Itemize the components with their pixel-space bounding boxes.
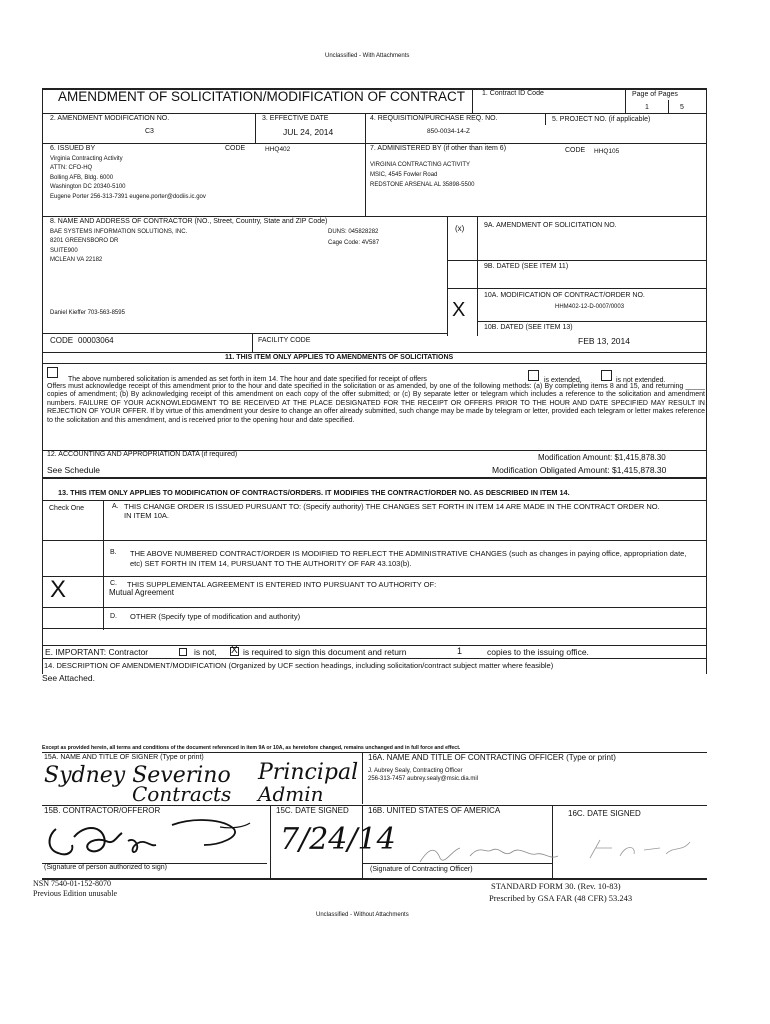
signature-person-label: (Signature of person authorized to sign) [44, 864, 167, 871]
box1-label: 1. Contract ID Code [482, 90, 544, 97]
divider [103, 500, 104, 630]
item-e-required-text: is required to sign this document and return [243, 647, 407, 657]
box10-check-mark: X [452, 299, 466, 321]
box16b-label: 16B. UNITED STATES OF AMERICA [368, 806, 501, 815]
box7-code: HHQ105 [594, 148, 620, 155]
item-e-end-text: copies to the issuing office. [487, 647, 589, 657]
item11-checkbox[interactable] [47, 367, 58, 378]
rule [42, 143, 707, 144]
divider [365, 143, 366, 216]
address-line: Washington DC 20340-5100 [50, 184, 126, 191]
item13-d-text: OTHER (Specify type of modification and authority) [130, 612, 301, 621]
item11-body: Offers must acknowledge receipt of this amendment prior to the hour and date specified in the solicitation or as amended, by one of the following methods: (a) By completing items 8 and 15, and returning _____ copies of amendment; (b) By acknowledging receipt of this amendment on each copy of the offer submitted; or (c) By separate letter or telegram which includes a reference to the solicitation and amendment numbers. FAILURE OF YOUR ACKNOWLEDGMENT TO BE RECEIVED AT THE PLACE DESIGNATED FOR THE RECEIPT OR OFFERS PRIOR TO THE HOUR AND DATE SPECIFIED MAY RESULT IN REJECTION OF YOUR OFFER. If by virtue of this amendment your desire to change an offer already submitted, such change may be made by telegram or letter, provided each telegram or letter makes reference to the solicitation and this amendment, and is received prior to the opening hour and date specified. [47, 383, 705, 424]
box7-address [370, 160, 475, 190]
rule [477, 321, 707, 322]
rule [42, 500, 707, 501]
address-line: Eugene Porter 256-313-7391 eugene.porter@dodiis.ic.gov [50, 193, 206, 200]
box7-code-label: CODE [565, 147, 586, 154]
divider [362, 752, 363, 804]
box2-value: C3 [145, 128, 154, 135]
form-title: AMENDMENT OF SOLICITATION/MODIFICATION OF CONTRACT [58, 89, 465, 104]
previous-edition: Previous Edition unusable [33, 889, 117, 898]
bottom-banner: Unclassified - Without Attachments [316, 912, 409, 918]
item13-d-letter: D. [110, 613, 117, 620]
address-line: Virginia Contracting Activity [50, 156, 123, 162]
x-column-label: (x) [455, 224, 465, 233]
item11-line1: The above numbered solicitation is amended as set forth in item 14. The hour and date specified for receipt of offers [68, 376, 427, 383]
box15c-label: 15C. DATE SIGNED [276, 806, 349, 815]
contractor-contact: Daniel Kieffer 703-563-8595 [50, 310, 125, 316]
signer-title-handwritten: Principal [258, 760, 359, 785]
nsn-number: NSN 7540-01-152-8070 [33, 879, 111, 888]
see-schedule: See Schedule [47, 465, 100, 475]
date-signed-handwritten: 7/24/14 [280, 822, 396, 857]
box10b-value: FEB 13, 2014 [578, 336, 630, 346]
address-line: MSIC, 4545 Fowler Road [370, 172, 438, 178]
check-one-label: Check One [49, 505, 85, 512]
box10b-label: 10B. DATED (SEE ITEM 13) [484, 324, 573, 331]
signature-line [362, 863, 552, 864]
rule [42, 540, 707, 541]
item13-title: 13. THIS ITEM ONLY APPLIES TO MODIFICATION OF CONTRACTS/ORDERS. IT MODIFIES THE CONTRACT/ORDER NO. AS DESCRIBED IN ITEM 14. [58, 488, 570, 497]
box15b-label: 15B. CONTRACTOR/OFFEROR [44, 806, 161, 815]
contractor-not-required-checkbox[interactable] [179, 648, 187, 656]
officer-line: 256-313-7457 aubrey.sealy@msic.dia.mil [368, 776, 479, 782]
rule [42, 607, 707, 608]
item-e-is-not: is not, [194, 647, 217, 657]
box6-label: 6. ISSUED BY [50, 145, 96, 152]
item13-a-text: THIS CHANGE ORDER IS ISSUED PURSUANT TO: (Specify authority) THE CHANGES SET FORTH IN ITEM 14 ARE MADE IN THE CONTRACT ORDER NO. IN ITEM 10A. [124, 502, 660, 520]
rule [42, 628, 707, 629]
item13-c-value: Mutual Agreement [109, 588, 174, 597]
rule [42, 333, 447, 334]
item13-c-check-mark: X [50, 576, 67, 603]
box3-value: JUL 24, 2014 [283, 127, 334, 137]
address-line: MCLEAN VA 22182 [50, 257, 103, 264]
rule [447, 260, 707, 261]
divider [255, 113, 256, 143]
see-attached: See Attached. [42, 673, 95, 683]
required-check-mark: X [231, 645, 238, 656]
code-value: 00003064 [78, 336, 114, 345]
prescribed-by: Prescribed by GSA FAR (48 CFR) 53.243 [489, 893, 633, 903]
item-e-copies: 1 [457, 646, 463, 656]
box5-label: 5. PROJECT NO. (if applicable) [552, 116, 651, 123]
item13-b-text: THE ABOVE NUMBERED CONTRACT/ORDER IS MODIFIED TO REFLECT THE ADMINISTRATIVE CHANGES (such as changes in paying office, appropriation date, etc) SET FORTH IN ITEM 14, PURSUANT TO THE AUTHORITY OF FAR 43.103(b). [130, 549, 687, 568]
box3-label: 3. EFFECTIVE DATE [262, 115, 329, 122]
divider [447, 216, 448, 336]
box9b-label: 9B. DATED (SEE ITEM 11) [484, 263, 569, 270]
item11-title: 11. THIS ITEM ONLY APPLIES TO AMENDMENTS OF SOLICITATIONS [225, 354, 454, 361]
box6-address [50, 155, 206, 202]
page-number: 1 [645, 104, 649, 111]
page-count: 5 [680, 104, 684, 111]
divider [252, 333, 253, 353]
except-text: Except as provided herein, all terms and conditions of the document referenced in item 9A or 10A, as heretofore changed, remains unchanged and in full force and effect. [42, 745, 461, 751]
item13-c-text: THIS SUPPLEMENTAL AGREEMENT IS ENTERED INTO PURSUANT TO AUTHORITY OF: [127, 580, 437, 589]
facility-code-label: FACILITY CODE [258, 337, 311, 344]
rule [42, 645, 707, 646]
divider [625, 88, 626, 113]
signature-officer-label: (Signature of Contracting Officer) [370, 866, 473, 873]
signer-admin-handwritten: Admin [258, 782, 324, 806]
box4-label: 4. REQUISITION/PURCHASE REQ. NO. [370, 115, 498, 122]
page-label: Page of Pages [632, 91, 678, 98]
officer-info [368, 767, 478, 783]
form-right-rule [706, 88, 707, 674]
duns: DUNS: 045828282 [328, 229, 379, 235]
rule [42, 363, 707, 364]
box6-code: HHQ402 [265, 146, 291, 153]
box8-address [50, 228, 187, 266]
signer-contracts-handwritten: Contracts [132, 782, 232, 806]
divider [545, 113, 546, 125]
rule [42, 658, 707, 659]
rule [42, 352, 707, 353]
form-left-rule [42, 88, 43, 674]
officer-line: J. Aubrey Sealy, Contracting Officer [368, 768, 463, 774]
rule [447, 288, 707, 289]
address-line: Bolling AFB, Bldg. 6000 [50, 174, 114, 181]
box12-label: 12. ACCOUNTING AND APPROPRIATION DATA (if required) [47, 451, 238, 458]
box4-value: 850-0034-14-Z [427, 128, 470, 135]
standard-form-number: STANDARD FORM 30. (Rev. 10-83) [491, 881, 621, 891]
address-line: REDSTONE ARSENAL AL 35898-5500 [370, 182, 475, 188]
address-line: ATTN: CFO-HQ [50, 165, 93, 172]
divider [472, 88, 473, 113]
rule [42, 477, 707, 479]
box2-label: 2. AMENDMENT MODIFICATION NO. [50, 115, 170, 122]
address-line: 8201 GREENSBORO DR [50, 238, 119, 245]
address-line: BAE SYSTEMS INFORMATION SOLUTIONS, INC. [50, 229, 188, 235]
address-line: VIRGINIA CONTRACTING ACTIVITY [370, 162, 471, 168]
signer-name-handwritten: Sydney Severino [44, 763, 231, 788]
code-label: CODE [50, 336, 74, 345]
item13-a-letter: A. [112, 503, 119, 510]
item13-c-letter: C. [110, 580, 117, 587]
item-e-label: E. IMPORTANT: Contractor [45, 647, 149, 657]
rule [42, 113, 707, 114]
address-line: SUITE900 [50, 247, 78, 254]
box10a-value: HHM402-12-D-0007/0003 [555, 304, 625, 310]
rule [42, 576, 707, 577]
box10a-label: 10A. MODIFICATION OF CONTRACT/ORDER NO. [484, 292, 645, 299]
extended-label: is extended, [544, 377, 582, 384]
box8-label: 8. NAME AND ADDRESS OF CONTRACTOR (NO., Street, Country, State and ZIP Code) [50, 218, 328, 225]
cage-code: Cage Code: 4V587 [328, 240, 380, 246]
divider [270, 805, 271, 879]
rule [42, 878, 707, 880]
box14-label: 14. DESCRIPTION OF AMENDMENT/MODIFICATION (Organized by UCF section headings, including solicitation/contract subject matter where feasible) [44, 661, 554, 670]
divider [477, 216, 478, 336]
divider [668, 100, 669, 113]
modification-obligated-amount: Modification Obligated Amount: $1,415,878.30 [492, 465, 667, 475]
box9a-label: 9A. AMENDMENT OF SOLICITATION NO. [484, 222, 617, 229]
item13-b-letter: B. [110, 549, 117, 556]
box7-label: 7. ADMINISTERED BY (if other than item 6) [370, 145, 507, 152]
box16a-label: 16A. NAME AND TITLE OF CONTRACTING OFFICER (Type or print) [368, 753, 616, 762]
box15a-label: 15A. NAME AND TITLE OF SIGNER (Type or print) [44, 754, 204, 761]
box16c-label: 16C. DATE SIGNED [568, 809, 641, 818]
modification-amount: Modification Amount: $1,415,878.30 [538, 453, 666, 462]
box6-code-label: CODE [225, 145, 246, 152]
rule [42, 216, 707, 217]
not-extended-label: is not extended. [616, 377, 666, 384]
top-banner: Unclassified - With Attachments [325, 53, 410, 59]
divider [365, 113, 366, 143]
not-extended-checkbox[interactable] [601, 370, 612, 381]
contractor-signature [44, 815, 266, 867]
extended-checkbox[interactable] [528, 370, 539, 381]
